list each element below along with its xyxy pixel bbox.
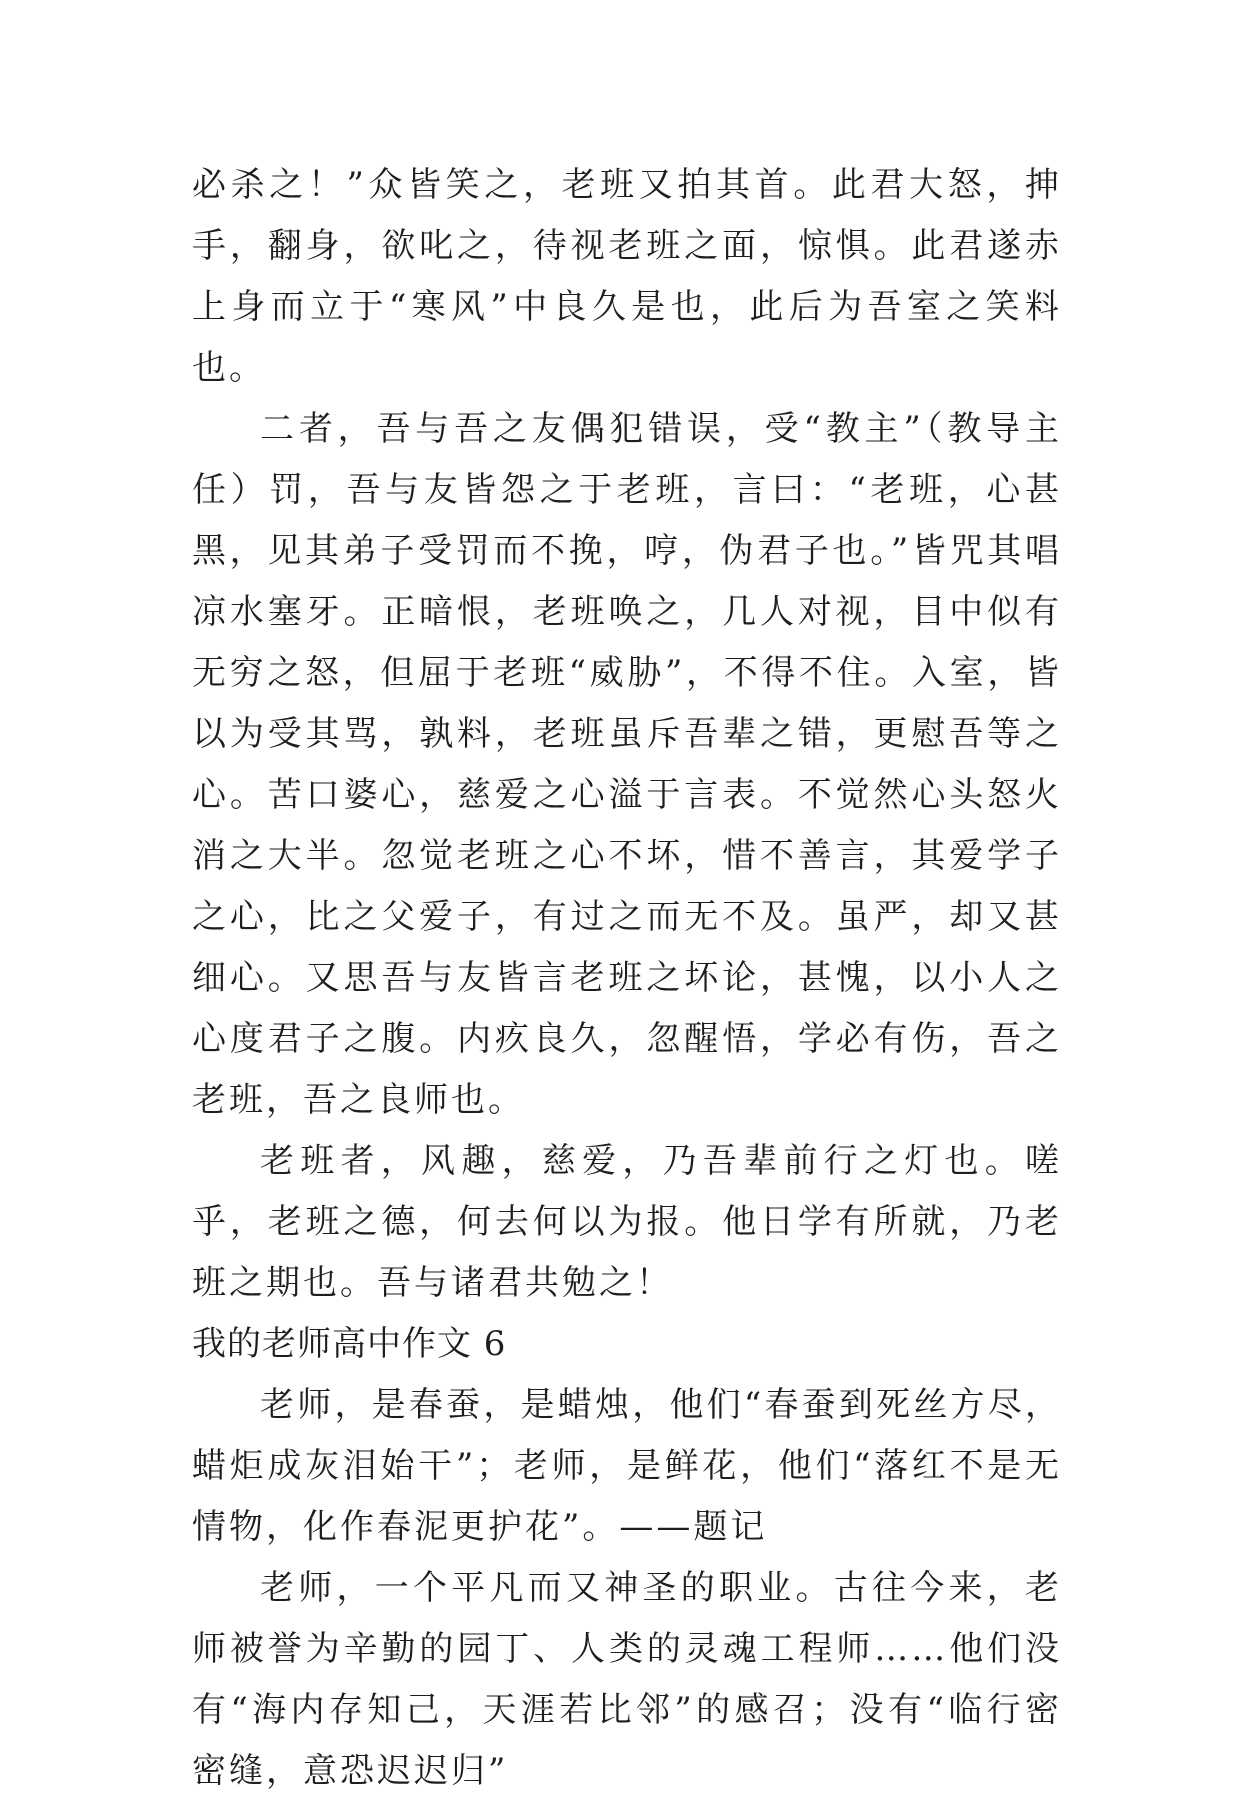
epigraph-paragraph: 老师，是春蚕，是蜡烛，他们“春蚕到死丝方尽，蜡炬成灰泪始干”；老师，是鲜花，他们“落红不是无情物，化作春泥更护花”。——题记 — [192, 1385, 1062, 1547]
paragraph: 必杀之！”众皆笑之，老班又拍其首。此君大怒，抻手，翻身，欲叱之，待视老班之面，惊惧。此君遂赤上身而立于“寒风”中良久是也，此后为吾室之笑料也。 — [192, 165, 1062, 388]
document-body — [192, 155, 1062, 1802]
paragraph: 老师，一个平凡而又神圣的职业。古往今来，老师被誉为辛勤的园丁、人类的灵魂工程师……他们没有“海内存知己，天涯若比邻”的感召；没有“临行密密缝，意恐迟迟归” — [192, 1568, 1062, 1791]
section-heading: 我的老师高中作文 6 — [192, 1324, 507, 1364]
paragraph: 二者，吾与吾之友偶犯错误，受“教主”（教导主任）罚，吾与友皆怨之于老班，言曰：“老班，心甚黑，见其弟子受罚而不挽，哼，伪君子也。”皆咒其唱凉水塞牙。正暗恨，老班唤之，几人对视，目中似有无穷之怒，但屈于老班“威胁”，不得不住。入室，皆以为受其骂，孰料，老班虽斥吾辈之错，更慰吾等之心。苦口婆心，慈爱之心溢于言表。不觉然心头怒火消之大半。忽觉老班之心不坏，惜不善言，其爱学子之心，比之父爱子，有过之而无不及。虽严，却又甚细心。又思吾与友皆言老班之坏论，甚愧，以小人之心度君子之腹。内疚良久，忽醒悟，学必有伤，吾之老班，吾之良师也。 — [192, 409, 1062, 1120]
paragraph: 老班者，风趣，慈爱，乃吾辈前行之灯也。嗟乎，老班之德，何去何以为报。他日学有所就，乃老班之期也。吾与诸君共勉之！ — [192, 1141, 1062, 1303]
